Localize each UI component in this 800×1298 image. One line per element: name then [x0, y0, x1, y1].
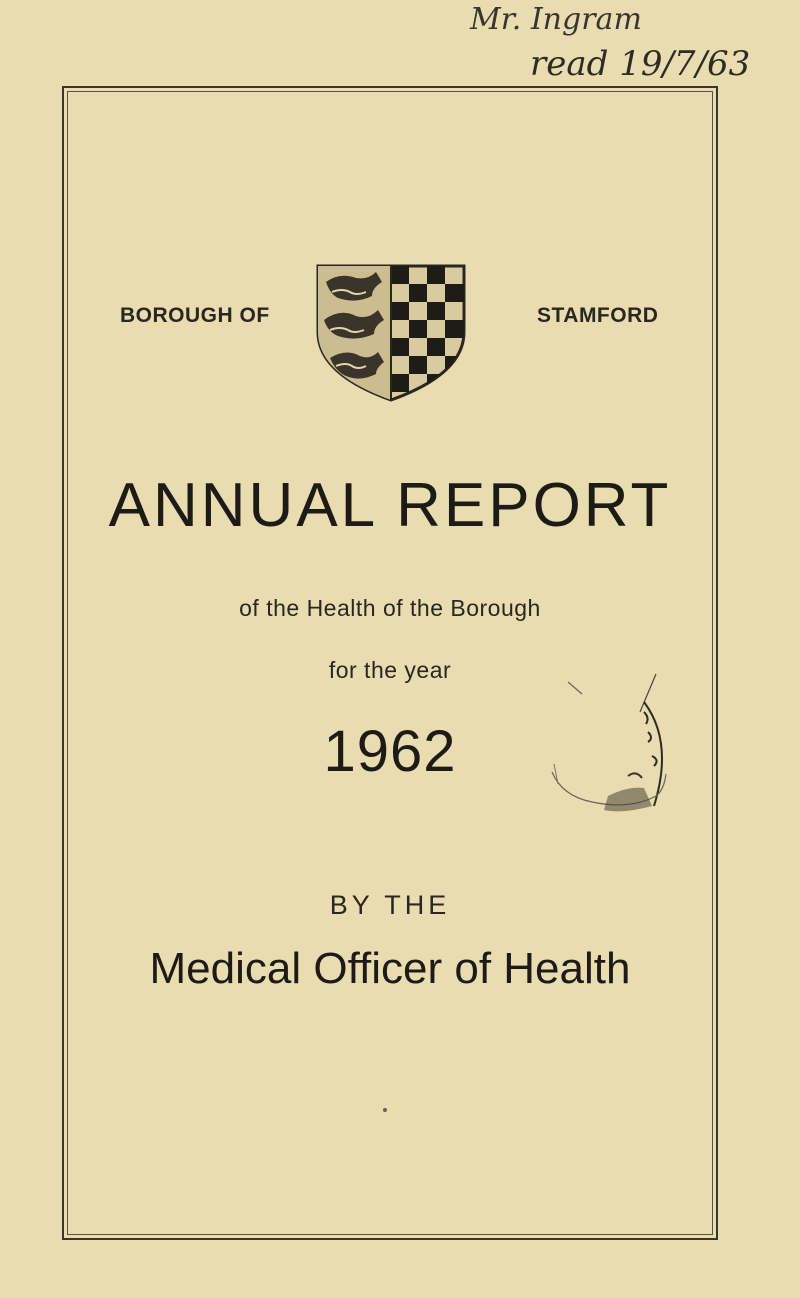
report-author: Medical Officer of Health	[149, 944, 631, 993]
for-year-label: for the year	[328, 657, 452, 683]
report-year: 1962	[323, 719, 457, 784]
library-stamp-icon	[548, 672, 688, 820]
borough-coat-of-arms-icon	[312, 262, 470, 402]
report-subtitle: of the Health of the Borough	[239, 595, 541, 621]
report-title: ANNUAL REPORT	[108, 471, 672, 540]
cover-header	[70, 262, 710, 402]
paper-mark	[383, 1108, 387, 1112]
handwritten-name: Mr. Ingram	[470, 2, 642, 37]
handwritten-date: read 19/7/63	[530, 44, 751, 84]
borough-name: STAMFORD	[537, 304, 659, 327]
borough-prefix: BOROUGH OF	[120, 304, 270, 327]
by-the-label: BY THE	[329, 890, 451, 920]
